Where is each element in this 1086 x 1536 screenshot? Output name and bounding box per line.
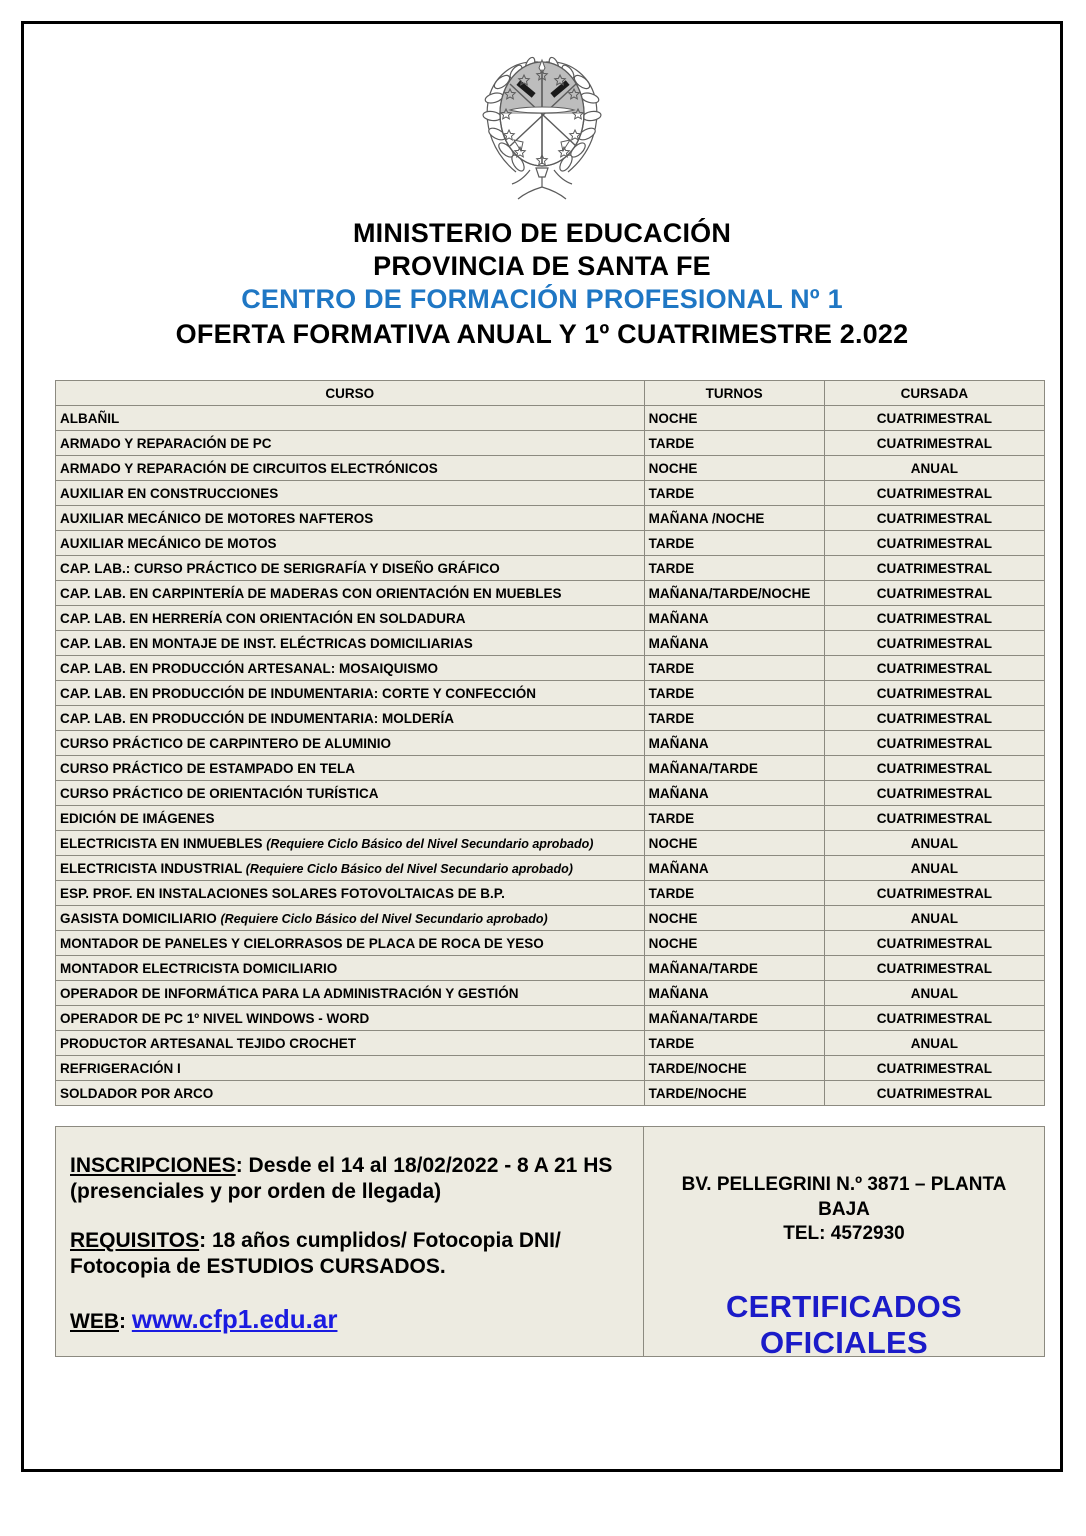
- course-name: CURSO PRÁCTICO DE ORIENTACIÓN TURÍSTICA: [60, 785, 379, 801]
- cell-turnos: TARDE: [644, 681, 824, 706]
- cell-cursada: CUATRIMESTRAL: [824, 806, 1044, 831]
- cell-turnos: TARDE: [644, 1031, 824, 1056]
- course-name: CAP. LAB. EN PRODUCCIÓN DE INDUMENTARIA: MOLDERÍA: [60, 710, 455, 726]
- web-label: WEB: [70, 1309, 119, 1333]
- table-row: [56, 831, 1045, 856]
- ministry-title: MINISTERIO DE EDUCACIÓN: [352, 218, 732, 248]
- cell-curso: [56, 1056, 645, 1081]
- cell-cursada: CUATRIMESTRAL: [824, 631, 1044, 656]
- cell-turnos: NOCHE: [644, 406, 824, 431]
- cell-turnos: TARDE: [644, 881, 824, 906]
- website-link[interactable]: www.cfp1.edu.ar: [131, 1303, 338, 1334]
- cell-curso: [56, 956, 645, 981]
- cell-curso: [56, 506, 645, 531]
- cell-turnos: MAÑANA/TARDE: [644, 1006, 824, 1031]
- requisitos-paragraph: [70, 1228, 629, 1281]
- cell-cursada: CUATRIMESTRAL: [824, 956, 1044, 981]
- center-title: CENTRO DE FORMACIÓN PROFESIONAL Nº 1: [241, 284, 843, 314]
- table-row: [56, 956, 1045, 981]
- course-name: CURSO PRÁCTICO DE CARPINTERO DE ALUMINIO: [60, 735, 392, 751]
- cell-cursada: CUATRIMESTRAL: [824, 731, 1044, 756]
- table-row: [56, 531, 1045, 556]
- cell-curso: [56, 681, 645, 706]
- cell-turnos: NOCHE: [644, 831, 824, 856]
- cell-cursada: CUATRIMESTRAL: [824, 656, 1044, 681]
- footer-info-box: [55, 1126, 1045, 1361]
- cell-curso: [56, 706, 645, 731]
- cell-turnos: TARDE: [644, 806, 824, 831]
- course-name: CAP. LAB. EN PRODUCCIÓN DE INDUMENTARIA: CORTE Y CONFECCIÓN: [60, 685, 537, 701]
- cell-curso: [56, 781, 645, 806]
- course-name: CAP. LAB. EN MONTAJE DE INST. ELÉCTRICAS DOMICILIARIAS: [60, 635, 473, 651]
- coat-of-arms-icon: [24, 42, 1060, 207]
- cell-turnos: TARDE: [644, 556, 824, 581]
- course-name: EDICIÓN DE IMÁGENES: [60, 810, 215, 826]
- table-row: [56, 481, 1045, 506]
- requisitos-text: : 18 años cumplidos/ Fotocopia DNI/ Fotocopia de ESTUDIOS CURSADOS.: [70, 1228, 561, 1279]
- cell-curso: [56, 1031, 645, 1056]
- table-row: [56, 581, 1045, 606]
- cell-curso: [56, 1081, 645, 1106]
- course-name: CAP. LAB. EN HERRERÍA CON ORIENTACIÓN EN SOLDADURA: [60, 610, 466, 626]
- table-row: [56, 881, 1045, 906]
- cell-cursada: CUATRIMESTRAL: [824, 606, 1044, 631]
- cell-cursada: CUATRIMESTRAL: [824, 556, 1044, 581]
- cell-cursada: CUATRIMESTRAL: [824, 1056, 1044, 1081]
- cell-cursada: ANUAL: [824, 1031, 1044, 1056]
- cell-curso: [56, 606, 645, 631]
- cell-curso: [56, 731, 645, 756]
- table-row: [56, 456, 1045, 481]
- cell-curso: [56, 456, 645, 481]
- cell-turnos: TARDE: [644, 481, 824, 506]
- cell-cursada: ANUAL: [824, 856, 1044, 881]
- cell-curso: [56, 806, 645, 831]
- cell-cursada: CUATRIMESTRAL: [824, 506, 1044, 531]
- table-row: [56, 506, 1045, 531]
- cell-curso: [56, 756, 645, 781]
- course-name: SOLDADOR POR ARCO: [60, 1085, 214, 1101]
- cell-cursada: ANUAL: [824, 456, 1044, 481]
- table-row: [56, 431, 1045, 456]
- cell-curso: [56, 856, 645, 881]
- course-name: MONTADOR DE PANELES Y CIELORRASOS DE PLACA DE ROCA DE YESO: [60, 935, 544, 951]
- cell-turnos: TARDE: [644, 531, 824, 556]
- cell-turnos: NOCHE: [644, 456, 824, 481]
- cell-cursada: ANUAL: [824, 906, 1044, 931]
- cell-turnos: MAÑANA: [644, 631, 824, 656]
- course-requirement-note: (Requiere Ciclo Básico del Nivel Secundario aprobado): [245, 861, 573, 876]
- cell-cursada: CUATRIMESTRAL: [824, 1081, 1044, 1106]
- table-row: [56, 906, 1045, 931]
- cell-curso: [56, 906, 645, 931]
- web-paragraph: [70, 1303, 629, 1336]
- cell-cursada: CUATRIMESTRAL: [824, 756, 1044, 781]
- cell-turnos: MAÑANA: [644, 731, 824, 756]
- course-name: CAP. LAB.: CURSO PRÁCTICO DE SERIGRAFÍA Y DISEÑO GRÁFICO: [60, 560, 500, 576]
- course-name: CAP. LAB. EN PRODUCCIÓN ARTESANAL: MOSAIQUISMO: [60, 660, 439, 676]
- cell-turnos: MAÑANA: [644, 781, 824, 806]
- course-name: OPERADOR DE INFORMÁTICA PARA LA ADMINISTRACIÓN Y GESTIÓN: [60, 985, 519, 1001]
- inscripciones-text: : Desde el 14 al 18/02/2022 - 8 A 21 HS (presenciales y por orden de llegada): [70, 1154, 613, 1204]
- course-name: AUXILIAR MECÁNICO DE MOTOS: [60, 535, 277, 551]
- cell-turnos: MAÑANA: [644, 606, 824, 631]
- cell-cursada: CUATRIMESTRAL: [824, 1006, 1044, 1031]
- cell-curso: [56, 981, 645, 1006]
- footer-contact-panel: [644, 1127, 1044, 1361]
- course-name: ESP. PROF. EN INSTALACIONES SOLARES FOTOVOLTAICAS DE B.P.: [60, 885, 505, 901]
- cell-cursada: CUATRIMESTRAL: [824, 681, 1044, 706]
- table-row: [56, 931, 1045, 956]
- table-row: [56, 731, 1045, 756]
- table-row: [56, 681, 1045, 706]
- cell-turnos: MAÑANA: [644, 981, 824, 1006]
- cell-curso: [56, 531, 645, 556]
- table-row: [56, 706, 1045, 731]
- cell-cursada: CUATRIMESTRAL: [824, 406, 1044, 431]
- course-name: ELECTRICISTA INDUSTRIAL: [60, 860, 246, 876]
- cell-curso: [56, 431, 645, 456]
- cell-cursada: CUATRIMESTRAL: [824, 706, 1044, 731]
- table-row: [56, 806, 1045, 831]
- table-row: [56, 406, 1045, 431]
- course-name: ARMADO Y REPARACIÓN DE PC: [60, 435, 272, 451]
- cell-cursada: CUATRIMESTRAL: [824, 481, 1044, 506]
- table-row: [56, 856, 1045, 881]
- cell-curso: [56, 831, 645, 856]
- cell-cursada: CUATRIMESTRAL: [824, 881, 1044, 906]
- course-name: MONTADOR ELECTRICISTA DOMICILIARIO: [60, 960, 338, 976]
- document-heading: [24, 217, 1060, 351]
- certificados-oficiales-text: CERTIFICADOS OFICIALES: [725, 1289, 963, 1361]
- cell-curso: [56, 1006, 645, 1031]
- course-requirement-note: (Requiere Ciclo Básico del Nivel Secundario aprobado): [266, 836, 594, 851]
- requisitos-label: REQUISITOS: [70, 1228, 200, 1252]
- printed-page-frame: [21, 21, 1063, 1472]
- cell-curso: [56, 631, 645, 656]
- web-separator: :: [119, 1309, 132, 1333]
- offer-title: OFERTA FORMATIVA ANUAL Y 1º CUATRIMESTRE 2.022: [175, 319, 909, 349]
- province-title: PROVINCIA DE SANTA FE: [373, 251, 711, 281]
- cell-turnos: MAÑANA/TARDE/NOCHE: [644, 581, 824, 606]
- cell-curso: [56, 481, 645, 506]
- cell-cursada: CUATRIMESTRAL: [824, 531, 1044, 556]
- cell-turnos: TARDE/NOCHE: [644, 1056, 824, 1081]
- cell-curso: [56, 406, 645, 431]
- cell-cursada: ANUAL: [824, 831, 1044, 856]
- address-line-1: BV. PELLEGRINI N.º 3871 – PLANTA BAJA: [681, 1174, 1007, 1220]
- cell-cursada: CUATRIMESTRAL: [824, 431, 1044, 456]
- column-header-turnos: TURNOS: [644, 381, 824, 406]
- cell-curso: [56, 556, 645, 581]
- cell-curso: [56, 931, 645, 956]
- cell-turnos: MAÑANA/TARDE: [644, 956, 824, 981]
- table-row: [56, 756, 1045, 781]
- inscripciones-label: INSCRIPCIONES: [70, 1154, 236, 1177]
- course-name: ELECTRICISTA EN INMUEBLES: [60, 835, 267, 851]
- cell-cursada: CUATRIMESTRAL: [824, 581, 1044, 606]
- table-row: [56, 606, 1045, 631]
- column-header-cursada: CURSADA: [824, 381, 1044, 406]
- cell-curso: [56, 581, 645, 606]
- table-header-row: [56, 381, 1045, 406]
- course-name: REFRIGERACIÓN I: [60, 1060, 181, 1076]
- footer-enrollment-panel: [56, 1127, 644, 1356]
- cell-turnos: MAÑANA: [644, 856, 824, 881]
- course-name: AUXILIAR MECÁNICO DE MOTORES NAFTEROS: [60, 510, 374, 526]
- table-row: [56, 1006, 1045, 1031]
- table-row: [56, 781, 1045, 806]
- table-row: [56, 1031, 1045, 1056]
- course-offer-table: [55, 380, 1045, 1106]
- cell-turnos: TARDE: [644, 431, 824, 456]
- course-name: PRODUCTOR ARTESANAL TEJIDO CROCHET: [60, 1035, 357, 1051]
- cell-turnos: NOCHE: [644, 906, 824, 931]
- course-requirement-note: (Requiere Ciclo Básico del Nivel Secundario aprobado): [220, 911, 548, 926]
- course-name: AUXILIAR EN CONSTRUCCIONES: [60, 485, 279, 501]
- inscripciones-paragraph: [70, 1153, 629, 1206]
- course-name: ARMADO Y REPARACIÓN DE CIRCUITOS ELECTRÓNICOS: [60, 460, 438, 476]
- cell-turnos: TARDE: [644, 656, 824, 681]
- table-row: [56, 1056, 1045, 1081]
- course-name: GASISTA DOMICILIARIO: [60, 910, 221, 926]
- table-row: [56, 981, 1045, 1006]
- cell-curso: [56, 656, 645, 681]
- course-name: OPERADOR DE PC 1º NIVEL WINDOWS - WORD: [60, 1010, 370, 1026]
- course-name: ALBAÑIL: [60, 410, 120, 426]
- table-row: [56, 631, 1045, 656]
- course-name: CAP. LAB. EN CARPINTERÍA DE MADERAS CON ORIENTACIÓN EN MUEBLES: [60, 585, 562, 601]
- cell-turnos: MAÑANA /NOCHE: [644, 506, 824, 531]
- course-name: CURSO PRÁCTICO DE ESTAMPADO EN TELA: [60, 760, 356, 776]
- cell-cursada: CUATRIMESTRAL: [824, 931, 1044, 956]
- address-line-2: TEL: 4572930: [783, 1223, 905, 1245]
- cell-turnos: TARDE: [644, 706, 824, 731]
- table-row: [56, 556, 1045, 581]
- column-header-curso: CURSO: [56, 381, 645, 406]
- cell-curso: [56, 881, 645, 906]
- cell-turnos: NOCHE: [644, 931, 824, 956]
- cell-turnos: TARDE/NOCHE: [644, 1081, 824, 1106]
- table-row: [56, 656, 1045, 681]
- cell-cursada: ANUAL: [824, 981, 1044, 1006]
- cell-turnos: MAÑANA/TARDE: [644, 756, 824, 781]
- cell-cursada: CUATRIMESTRAL: [824, 781, 1044, 806]
- table-row: [56, 1081, 1045, 1106]
